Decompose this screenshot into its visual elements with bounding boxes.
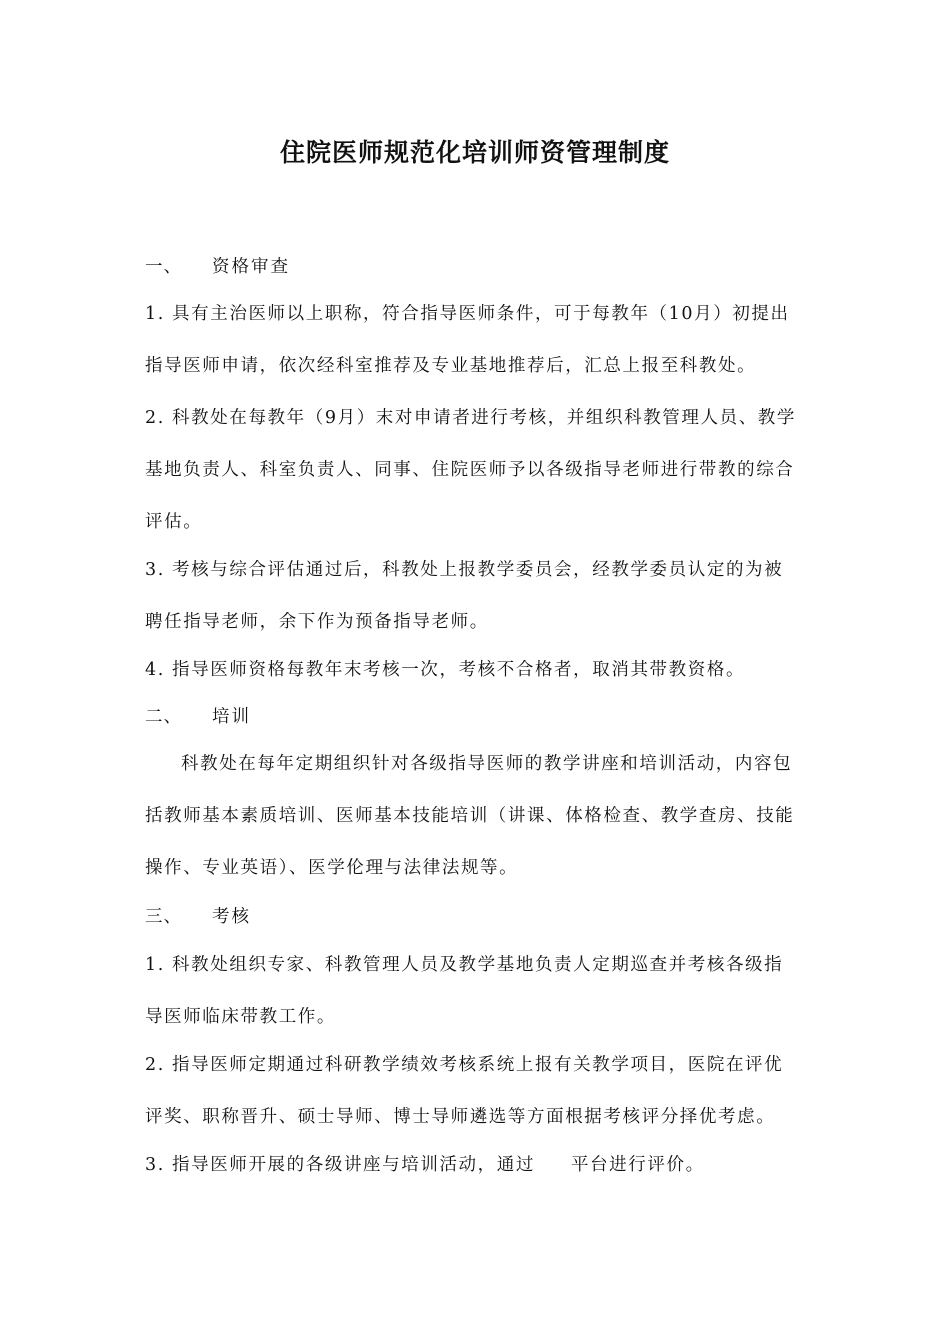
section-title: 资格审查 xyxy=(212,257,290,277)
paragraph-line: 1. 具有主治医师以上职称，符合指导医师条件，可于每教年（10月）初提出 xyxy=(145,304,790,324)
paragraph-line: 导医师临床带教工作。 xyxy=(145,1007,336,1027)
section-title: 培训 xyxy=(212,707,251,727)
paragraph-line: 指导医师申请，依次经科室推荐及专业基地推荐后，汇总上报至科教处。 xyxy=(145,356,757,376)
paragraph-line: 操作、专业英语）、医学伦理与法律法规等。 xyxy=(145,858,519,878)
paragraph-line: 1. 科教处组织专家、科教管理人员及教学基地负责人定期巡查并考核各级指 xyxy=(145,955,784,975)
paragraph-line: 评奖、职称晋升、硕士导师、博士导师遴选等方面根据考核评分择优考虑。 xyxy=(145,1107,776,1127)
section-title: 考核 xyxy=(212,907,251,927)
section-number: 二、 xyxy=(145,707,182,727)
document-title: 住院医师规范化培训师资管理制度 xyxy=(279,138,670,167)
paragraph-text: 3. 指导医师开展的各级讲座与培训活动，通过 xyxy=(145,1155,535,1175)
paragraph-line xyxy=(145,1153,810,1177)
section-number: 一、 xyxy=(145,257,182,277)
paragraph-line: 4. 指导医师资格每教年末考核一次，考核不合格者，取消其带教资格。 xyxy=(145,660,746,680)
paragraph-line: 2. 指导医师定期通过科研教学绩效考核系统上报有关教学项目，医院在评优 xyxy=(145,1055,784,1075)
paragraph-line: 括教师基本素质培训、医师基本技能培训（讲课、体格检查、教学查房、技能 xyxy=(145,806,795,826)
paragraph-line: 2. 科教处在每教年（9月）末对申请者进行考核，并组织科教管理人员、教学 xyxy=(145,408,796,428)
paragraph-line: 聘任指导老师，余下作为预备指导老师。 xyxy=(145,612,489,632)
section-heading-assessment xyxy=(145,905,251,929)
section-heading-qualification xyxy=(145,255,290,279)
paragraph-line: 评估。 xyxy=(145,512,203,532)
paragraph-line: 科教处在每年定期组织针对各级指导医师的教学讲座和培训活动，内容包 xyxy=(181,754,793,774)
section-number: 三、 xyxy=(145,907,182,927)
paragraph-text: 平台进行评价。 xyxy=(570,1155,705,1175)
paragraph-line: 基地负责人、科室负责人、同事、住院医师予以各级指导老师进行带教的综合 xyxy=(145,460,795,480)
paragraph-line: 3. 考核与综合评估通过后，科教处上报教学委员会，经教学委员认定的为被 xyxy=(145,560,784,580)
section-heading-training xyxy=(145,705,251,729)
